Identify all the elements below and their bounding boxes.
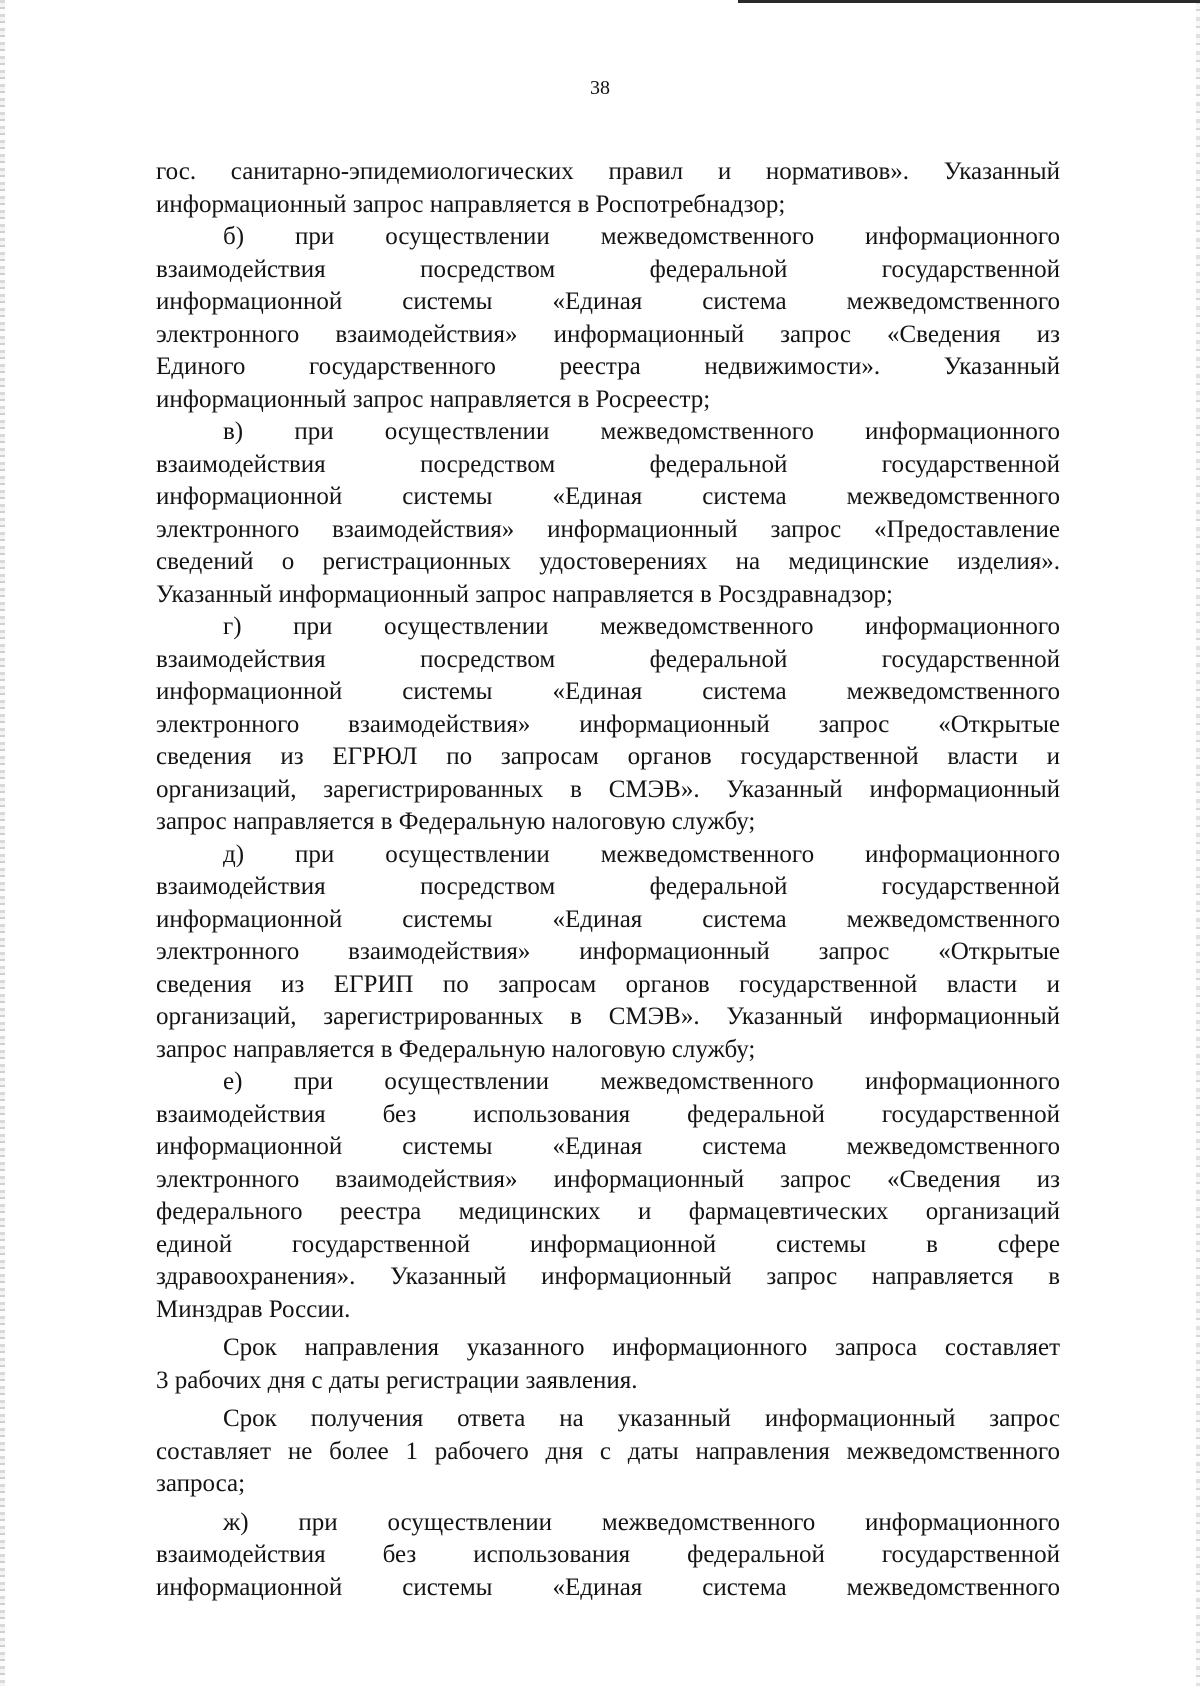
- text-line: д) при осуществлении межведомственного информационного: [223, 840, 1060, 868]
- text-line: электронного взаимодействия» информационный запрос «Открытые: [156, 938, 1060, 965]
- text-line: единой государственной информационной системы в сфере: [156, 1230, 1060, 1258]
- text-line: взаимодействия посредством федеральной государственной: [156, 873, 1060, 900]
- text-line: запрос направляется в Федеральную налоговую службу;: [156, 1035, 756, 1063]
- text-line: информационной системы «Единая система межведомственного: [156, 1573, 1060, 1601]
- text-line: информационной системы «Единая система межведомственного: [156, 1133, 1060, 1160]
- text-line: е) при осуществлении межведомственного информационного: [223, 1068, 1060, 1095]
- text-line: сведений о регистрационных удостоверениях на медицинские изделия».: [156, 548, 1060, 575]
- text-line: Указанный информационный запрос направляется в Росздравнадзор;: [156, 580, 893, 608]
- text-line: взаимодействия посредством федеральной государственной: [156, 645, 1060, 673]
- text-line: организаций, зарегистрированных в СМЭВ». Указанный информационный: [156, 775, 1060, 803]
- text-line: г) при осуществлении межведомственного информационного: [223, 613, 1060, 640]
- text-line: федерального реестра медицинских и фармацевтических организаций: [156, 1198, 1060, 1225]
- text-line: электронного взаимодействия» информационный запрос «Сведения из: [156, 1165, 1060, 1193]
- text-line: запрос направляется в Федеральную налоговую службу;: [156, 808, 756, 835]
- document-body: [156, 156, 1060, 1604]
- scan-left-edge: [0, 0, 5, 1686]
- text-line: сведения из ЕГРЮЛ по запросам органов государственной власти и: [156, 743, 1060, 770]
- page-number: 38: [590, 77, 610, 99]
- text-line: взаимодействия посредством федеральной государственной: [156, 255, 1060, 283]
- text-line: взаимодействия без использования федеральной государственной: [156, 1100, 1060, 1128]
- text-line: взаимодействия посредством федеральной государственной: [156, 450, 1060, 478]
- scan-right-edge: [1196, 0, 1200, 1686]
- text-line: в) при осуществлении межведомственного информационного: [223, 418, 1060, 445]
- text-line: электронного взаимодействия» информационный запрос «Открытые: [156, 710, 1060, 738]
- text-line: Срок направления указанного информационного запроса составляет: [223, 1334, 1060, 1361]
- text-line: информационной системы «Единая система межведомственного: [156, 483, 1060, 510]
- text-line: Срок получения ответа на указанный информационный запрос: [223, 1405, 1060, 1432]
- text-line: 3 рабочих дня с даты регистрации заявления.: [156, 1366, 638, 1394]
- text-line: электронного взаимодействия» информационный запрос «Сведения из: [156, 320, 1060, 348]
- text-line: составляет не более 1 рабочего дня с даты направления межведомственного: [156, 1437, 1060, 1465]
- text-line: Минздрав России.: [156, 1295, 351, 1323]
- text-line: б) при осуществлении межведомственного информационного: [223, 223, 1060, 250]
- text-line: информационной системы «Единая система межведомственного: [156, 678, 1060, 705]
- text-line: организаций, зарегистрированных в СМЭВ». Указанный информационный: [156, 1003, 1060, 1030]
- text-line: Единого государственного реестра недвижимости». Указанный: [156, 353, 1060, 380]
- text-line: информационный запрос направляется в Роспотребнадзор;: [156, 190, 786, 218]
- text-line: здравоохранения». Указанный информационный запрос направляется в: [156, 1263, 1060, 1290]
- text-line: сведения из ЕГРИП по запросам органов государственной власти и: [156, 970, 1060, 998]
- scan-top-rule: [738, 0, 1200, 3]
- text-line: ж) при осуществлении межведомственного информационного: [223, 1508, 1060, 1536]
- text-line: взаимодействия без использования федеральной государственной: [156, 1541, 1060, 1568]
- text-line: информационной системы «Единая система межведомственного: [156, 288, 1060, 315]
- text-line: гос. санитарно-эпидемиологических правил и нормативов». Указанный: [156, 158, 1060, 185]
- text-line: информационный запрос направляется в Росреестр;: [156, 385, 711, 413]
- text-line: запроса;: [156, 1470, 246, 1497]
- text-line: электронного взаимодействия» информационный запрос «Предоставление: [156, 515, 1060, 543]
- text-line: информационной системы «Единая система межведомственного: [156, 905, 1060, 933]
